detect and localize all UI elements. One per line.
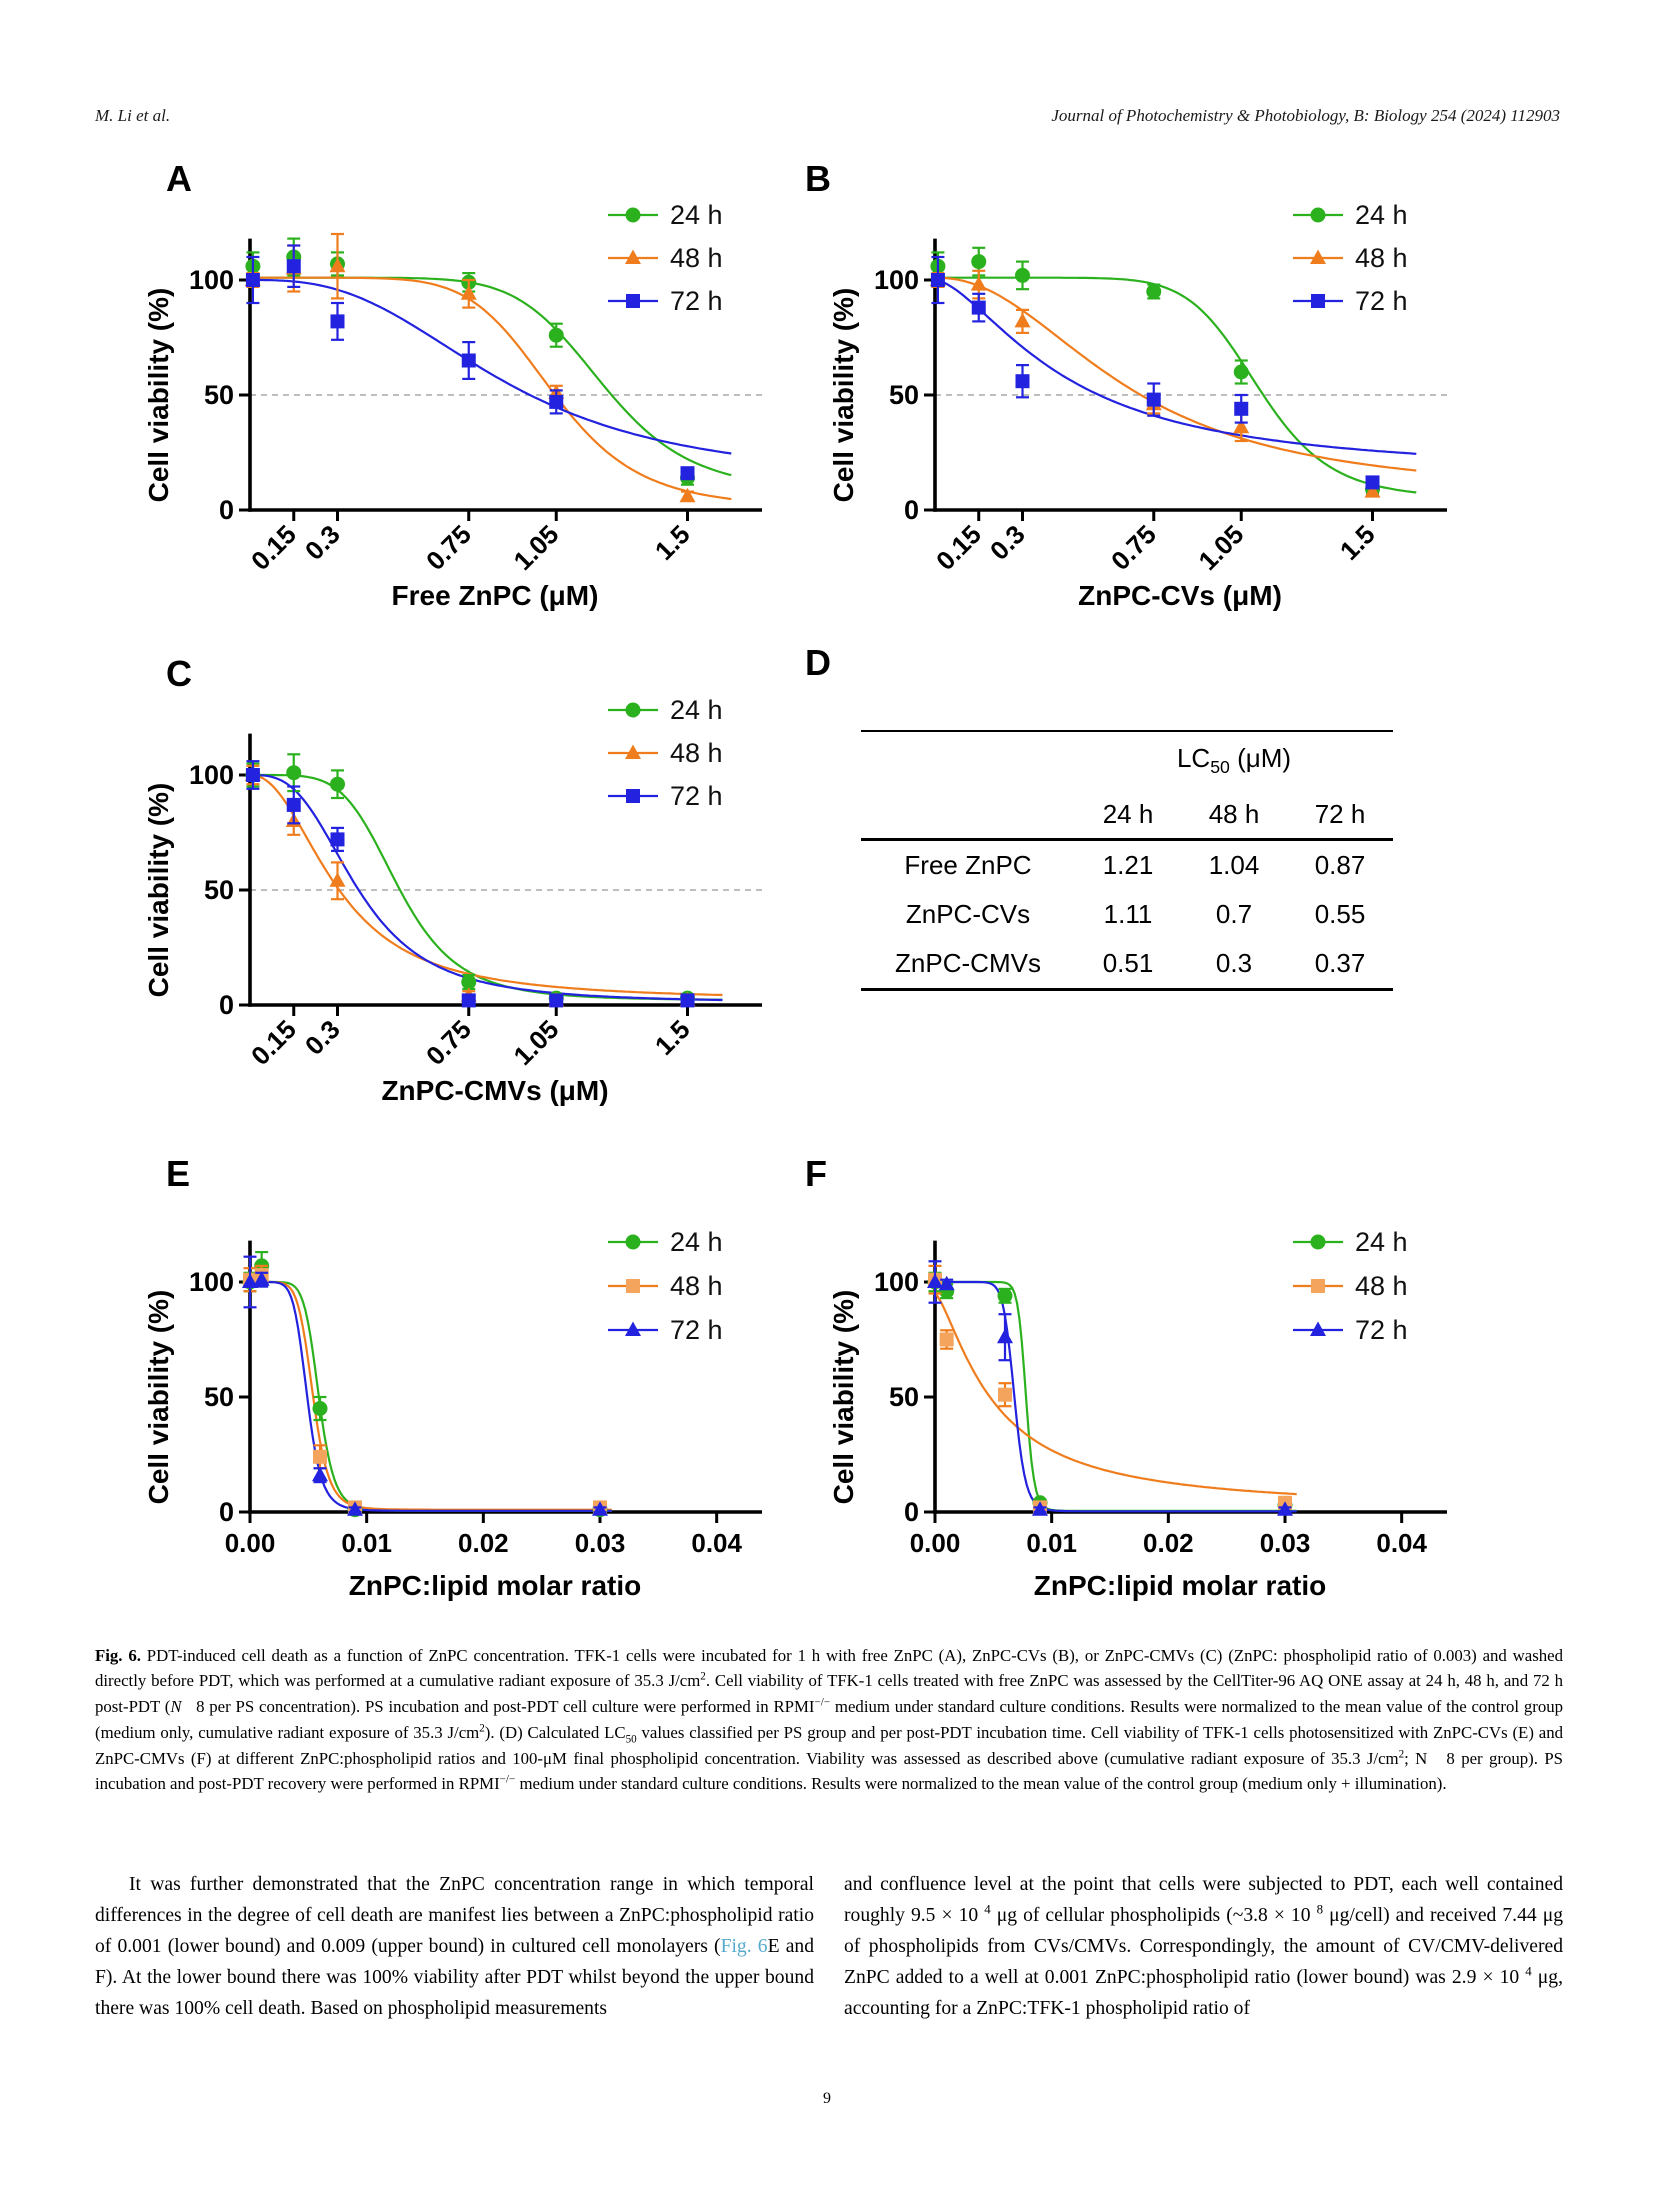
legend-label: 72 h	[670, 286, 723, 316]
data-point	[625, 250, 641, 265]
fit-curve-72h	[250, 775, 723, 1000]
lc50-col-72h: 72 h	[1287, 790, 1393, 840]
lc50-table-title: $LC_{50}$ (μM)	[1075, 731, 1393, 790]
data-point	[461, 975, 476, 990]
x-axis-title: Free ZnPC (μM)	[391, 580, 599, 611]
data-point	[931, 273, 945, 287]
series-24h	[928, 1273, 1293, 1513]
data-point	[1234, 365, 1249, 380]
legend-item-72h	[1293, 1315, 1408, 1345]
data-point	[1311, 1279, 1325, 1293]
lc50-col-24h: 24 h	[1075, 790, 1181, 840]
x-tick-label: 0.01	[341, 1528, 392, 1558]
data-point	[626, 789, 640, 803]
x-tick-label: 0.15	[244, 1014, 302, 1072]
row-label-znpc-cvs: ZnPC-CVs	[905, 899, 1031, 929]
y-axis-title: Cell viability (%)	[143, 782, 174, 998]
panel-letter: E	[166, 1153, 191, 1194]
y-tick-label: 0	[218, 990, 234, 1020]
panel-letter: A	[166, 158, 192, 199]
legend	[1293, 1227, 1408, 1345]
data-point	[313, 1450, 327, 1464]
cell-value: 0.51	[1075, 939, 1181, 990]
cell-value: 0.87	[1314, 850, 1366, 880]
data-point	[1311, 1235, 1326, 1250]
x-tick-label: 0.04	[1376, 1528, 1427, 1558]
cell-value: 1.11	[1103, 899, 1153, 929]
y-axis-title: Cell viability (%)	[143, 287, 174, 503]
data-point	[287, 259, 301, 273]
x-tick-label: 1.5	[1333, 519, 1381, 566]
legend-item-24h	[1293, 1227, 1408, 1257]
y-tick-label: 100	[188, 1267, 234, 1297]
legend-label: 48 h	[670, 1271, 723, 1301]
cell-value: 1.21	[1102, 850, 1154, 880]
x-tick-label: 0.02	[458, 1528, 509, 1558]
legend-item-24h	[1293, 200, 1408, 230]
data-point	[1147, 393, 1161, 407]
y-tick-label: 100	[188, 760, 234, 790]
panel-F-molar-ratio-chart	[795, 1140, 1455, 1620]
y-tick-label: 0	[218, 495, 234, 525]
x-axis-title: ZnPC-CVs (μM)	[1078, 580, 1282, 611]
legend-item-48h	[1293, 1271, 1408, 1301]
y-tick-label: 0	[903, 1497, 919, 1527]
legend-item-24h	[608, 1227, 723, 1257]
fit-curve-48h	[250, 278, 731, 499]
axes	[239, 734, 762, 1016]
legend-label: 72 h	[670, 781, 723, 811]
legend-label: 48 h	[670, 243, 723, 273]
data-point	[626, 1279, 640, 1293]
data-point	[330, 777, 345, 792]
data-point	[246, 768, 260, 782]
panel-A-dose-response-chart	[110, 145, 770, 637]
legend-label: 24 h	[670, 695, 723, 725]
x-axis-title: ZnPC-CMVs (μM)	[381, 1075, 609, 1106]
panel-letter: B	[805, 158, 831, 199]
x-axis-title: ZnPC:lipid molar ratio	[348, 1570, 642, 1601]
data-point	[549, 328, 564, 343]
lc50-table	[861, 730, 1393, 991]
fit-curve-48h	[935, 1294, 1297, 1495]
panel-D-letter: D	[805, 642, 831, 683]
fit-curve-48h	[935, 278, 1416, 471]
data-point	[1311, 294, 1325, 308]
panel-D-lc50-table	[795, 642, 1455, 1112]
fit-curve-48h	[250, 775, 723, 995]
body-text	[95, 1870, 1563, 2025]
data-point	[626, 208, 641, 223]
x-tick-label: 0.00	[909, 1528, 961, 1558]
y-tick-label: 50	[203, 380, 234, 410]
data-point	[462, 354, 476, 368]
panel-B-dose-response-chart	[795, 145, 1455, 637]
fit-curve-24h	[250, 278, 731, 475]
series-72h	[242, 1257, 608, 1516]
x-tick-label: 0.02	[1143, 1528, 1194, 1558]
data-point	[972, 301, 986, 315]
figure-caption: Fig. 6. PDT-induced cell death as a function of ZnPC concentration. TFK-1 cells were incubated for 1 h with free ZnPC (A), ZnPC-CVs (B), or ZnPC-CMVs (C) (ZnPC: phospholipid ratio of 0.003) and washed directly before PDT, which was performed at a cumulative radiant exposure of 35.3 $J/cm^2$. Cell viability of TFK-1 cells treated with free ZnPC was assessed by the CellTiter-96 AQ ONE assay at 24 h, 48 h, and 72 h post-PDT (N 8 per PS concentration). PS incubation and post-PDT cell culture were performed in RPMI−/− medium under standard culture conditions. Results were normalized to the mean value of the control group (medium only, cumulative radiant exposure of 35.3 $J/cm^2$). (D) Calculated $LC_{50}$ values classified per PS group and per post-PDT incubation time. Cell viability of TFK-1 cells photosensitized with ZnPC-CVs (E) and ZnPC-CMVs (F) at different ZnPC:phospholipid ratios and 100-μM final phospholipid concentration. Viability was assessed as described above (cumulative radiant exposure of 35.3 $J/cm^2$; N 8 per group). PS incubation and post-PDT recovery were performed in RPMI−/− medium under standard culture conditions. Results were normalized to the mean value of the control group (medium only + illumination).	[95, 1645, 1563, 1794]
series-24h	[243, 1252, 608, 1517]
x-tick-label: 0.00	[224, 1528, 276, 1558]
data-point	[1310, 250, 1326, 265]
table-row	[861, 890, 1393, 939]
cell-value: 0.37	[1287, 939, 1393, 990]
data-point	[313, 1401, 328, 1416]
legend-item-72h	[608, 1315, 723, 1345]
cell-value: 0.7	[1215, 899, 1253, 929]
legend-item-48h	[608, 738, 723, 768]
data-point	[287, 798, 301, 812]
y-tick-label: 50	[203, 1382, 234, 1412]
x-tick-label: 1.05	[507, 1014, 565, 1072]
series-72h	[927, 1261, 1293, 1515]
legend-item-72h	[608, 286, 723, 316]
x-tick-label: 0.75	[1104, 519, 1162, 577]
lc50-table-corner2	[861, 790, 1075, 840]
data-point	[286, 765, 301, 780]
lc50-table-corner	[861, 731, 1075, 790]
data-point	[549, 993, 563, 1007]
legend-label: 48 h	[1355, 1271, 1408, 1301]
data-point	[625, 1322, 641, 1337]
data-point	[331, 314, 345, 328]
x-tick-label: 0.15	[929, 519, 987, 577]
series-48h	[928, 1266, 1292, 1515]
data-point	[998, 1288, 1013, 1303]
y-tick-label: 100	[873, 265, 919, 295]
legend-label: 72 h	[1355, 1315, 1408, 1345]
fit-curve-24h	[250, 1282, 612, 1511]
data-point	[1015, 268, 1030, 283]
fit-curve-72h	[250, 280, 731, 454]
running-journal-title: Journal of Photochemistry & Photobiology, B: Biology 254 (2024) 112903	[1051, 106, 1560, 125]
data-point	[681, 993, 695, 1007]
data-point	[971, 254, 986, 269]
legend-label: 24 h	[1355, 200, 1408, 230]
data-point	[997, 1329, 1013, 1344]
x-tick-label: 1.5	[648, 1014, 696, 1061]
fit-curve-72h	[250, 1282, 612, 1511]
data-point	[940, 1333, 954, 1347]
body-right-column: and confluence level at the point that cells were subjected to PDT, each well contained roughly 9.5 × 10 $^4$ μg of cellular phospholipids (~3.8 × 10 $^8$ μg/cell) and received 7.44 μg of phospholipids from CVs/CMVs. Correspondingly, the amount of CV/CMV-delivered ZnPC added to a well at 0.001 ZnPC:phospholipid ratio (lower bound) was 2.9 × 10 $^4$ μg, accounting for a ZnPC:TFK-1 phospholipid ratio of	[844, 1874, 1564, 2019]
legend	[608, 695, 723, 811]
data-point	[625, 745, 641, 760]
x-tick-label: 0.3	[298, 519, 346, 566]
x-tick-label: 0.15	[244, 519, 302, 577]
x-tick-label: 0.03	[1259, 1528, 1311, 1558]
row-label-znpc-cmvs: ZnPC-CMVs	[861, 939, 1075, 990]
data-point	[1234, 402, 1248, 416]
data-point	[626, 703, 641, 718]
x-axis-title: ZnPC:lipid molar ratio	[1033, 1570, 1327, 1601]
data-point	[626, 1235, 641, 1250]
table-row	[861, 939, 1393, 990]
running-header	[95, 106, 1560, 126]
page-number: 9	[823, 2090, 831, 2107]
x-tick-label: 0.3	[298, 1014, 346, 1061]
legend-label: 24 h	[670, 200, 723, 230]
x-tick-label: 0.3	[983, 519, 1031, 566]
y-axis-title: Cell viability (%)	[828, 287, 859, 503]
y-tick-label: 100	[188, 265, 234, 295]
x-tick-label: 1.5	[648, 519, 696, 566]
legend-item-48h	[608, 243, 723, 273]
table-row	[861, 840, 1393, 891]
x-tick-label: 0.01	[1026, 1528, 1077, 1558]
legend-item-48h	[608, 1271, 723, 1301]
data-point	[1146, 284, 1161, 299]
data-point	[1016, 374, 1030, 388]
cell-value: 1.04	[1208, 850, 1260, 880]
y-tick-label: 50	[888, 1382, 919, 1412]
legend-item-72h	[608, 781, 723, 811]
legend-item-24h	[608, 695, 723, 725]
legend	[608, 200, 723, 316]
legend-label: 24 h	[670, 1227, 723, 1257]
row-label-free-znpc: Free ZnPC	[904, 850, 1032, 880]
fit-curve-72h	[935, 280, 1416, 454]
legend-label: 48 h	[670, 738, 723, 768]
legend-label: 24 h	[1355, 1227, 1408, 1257]
legend	[1293, 200, 1408, 316]
y-tick-label: 50	[888, 380, 919, 410]
x-tick-label: 1.05	[1192, 519, 1250, 577]
y-tick-label: 0	[903, 495, 919, 525]
legend-label: 48 h	[1355, 243, 1408, 273]
x-tick-label: 1.05	[507, 519, 565, 577]
series-24h	[930, 248, 1380, 497]
lc50-col-48h: 48 h	[1181, 790, 1287, 840]
legend-label: 72 h	[670, 1315, 723, 1345]
y-tick-label: 0	[218, 1497, 234, 1527]
fig6-link[interactable]: Fig. 6	[720, 1935, 768, 1957]
fit-curve-48h	[250, 1282, 612, 1510]
x-tick-label: 0.75	[419, 519, 477, 577]
y-axis-title: Cell viability (%)	[828, 1289, 859, 1505]
legend	[608, 1227, 723, 1345]
cell-value: 0.55	[1314, 899, 1366, 929]
panel-letter: C	[166, 653, 192, 694]
data-point	[246, 273, 260, 287]
panel-E-molar-ratio-chart	[110, 1140, 770, 1620]
y-tick-label: 100	[873, 1267, 919, 1297]
legend-item-24h	[608, 200, 723, 230]
legend-item-72h	[1293, 286, 1408, 316]
y-tick-label: 50	[203, 875, 234, 905]
x-tick-label: 0.04	[691, 1528, 742, 1558]
body-left-column: It was further demonstrated that the ZnPC concentration range in which temporal differences in the degree of cell death are manifest lies between a ZnPC:phospholipid ratio of 0.001 (lower bound) and 0.009 (upper bound) in cultured cell monolayers (Fig. 6E and F). At the lower bound there was 100% viability after PDT whilst beyond the upper bound there was 100% cell death. Based on phospholipid measurements	[95, 1874, 815, 2019]
panel-letter: F	[805, 1153, 827, 1194]
fit-curve-24h	[250, 775, 723, 1000]
running-author: M. Li et al.	[95, 106, 171, 125]
data-point	[681, 466, 695, 480]
panel-C-dose-response-chart	[110, 640, 770, 1132]
series-48h	[245, 234, 696, 502]
data-point	[626, 294, 640, 308]
x-tick-label: 0.03	[574, 1528, 626, 1558]
data-point	[549, 395, 563, 409]
y-axis-title: Cell viability (%)	[143, 1289, 174, 1505]
data-point	[1310, 1322, 1326, 1337]
data-point	[1311, 208, 1326, 223]
data-point	[998, 1388, 1012, 1402]
legend-item-48h	[1293, 243, 1408, 273]
data-point	[1366, 475, 1380, 489]
cell-value: 0.3	[1181, 939, 1287, 990]
data-point	[331, 832, 345, 846]
x-tick-label: 0.75	[419, 1014, 477, 1072]
legend-label: 72 h	[1355, 286, 1408, 316]
data-point	[462, 993, 476, 1007]
